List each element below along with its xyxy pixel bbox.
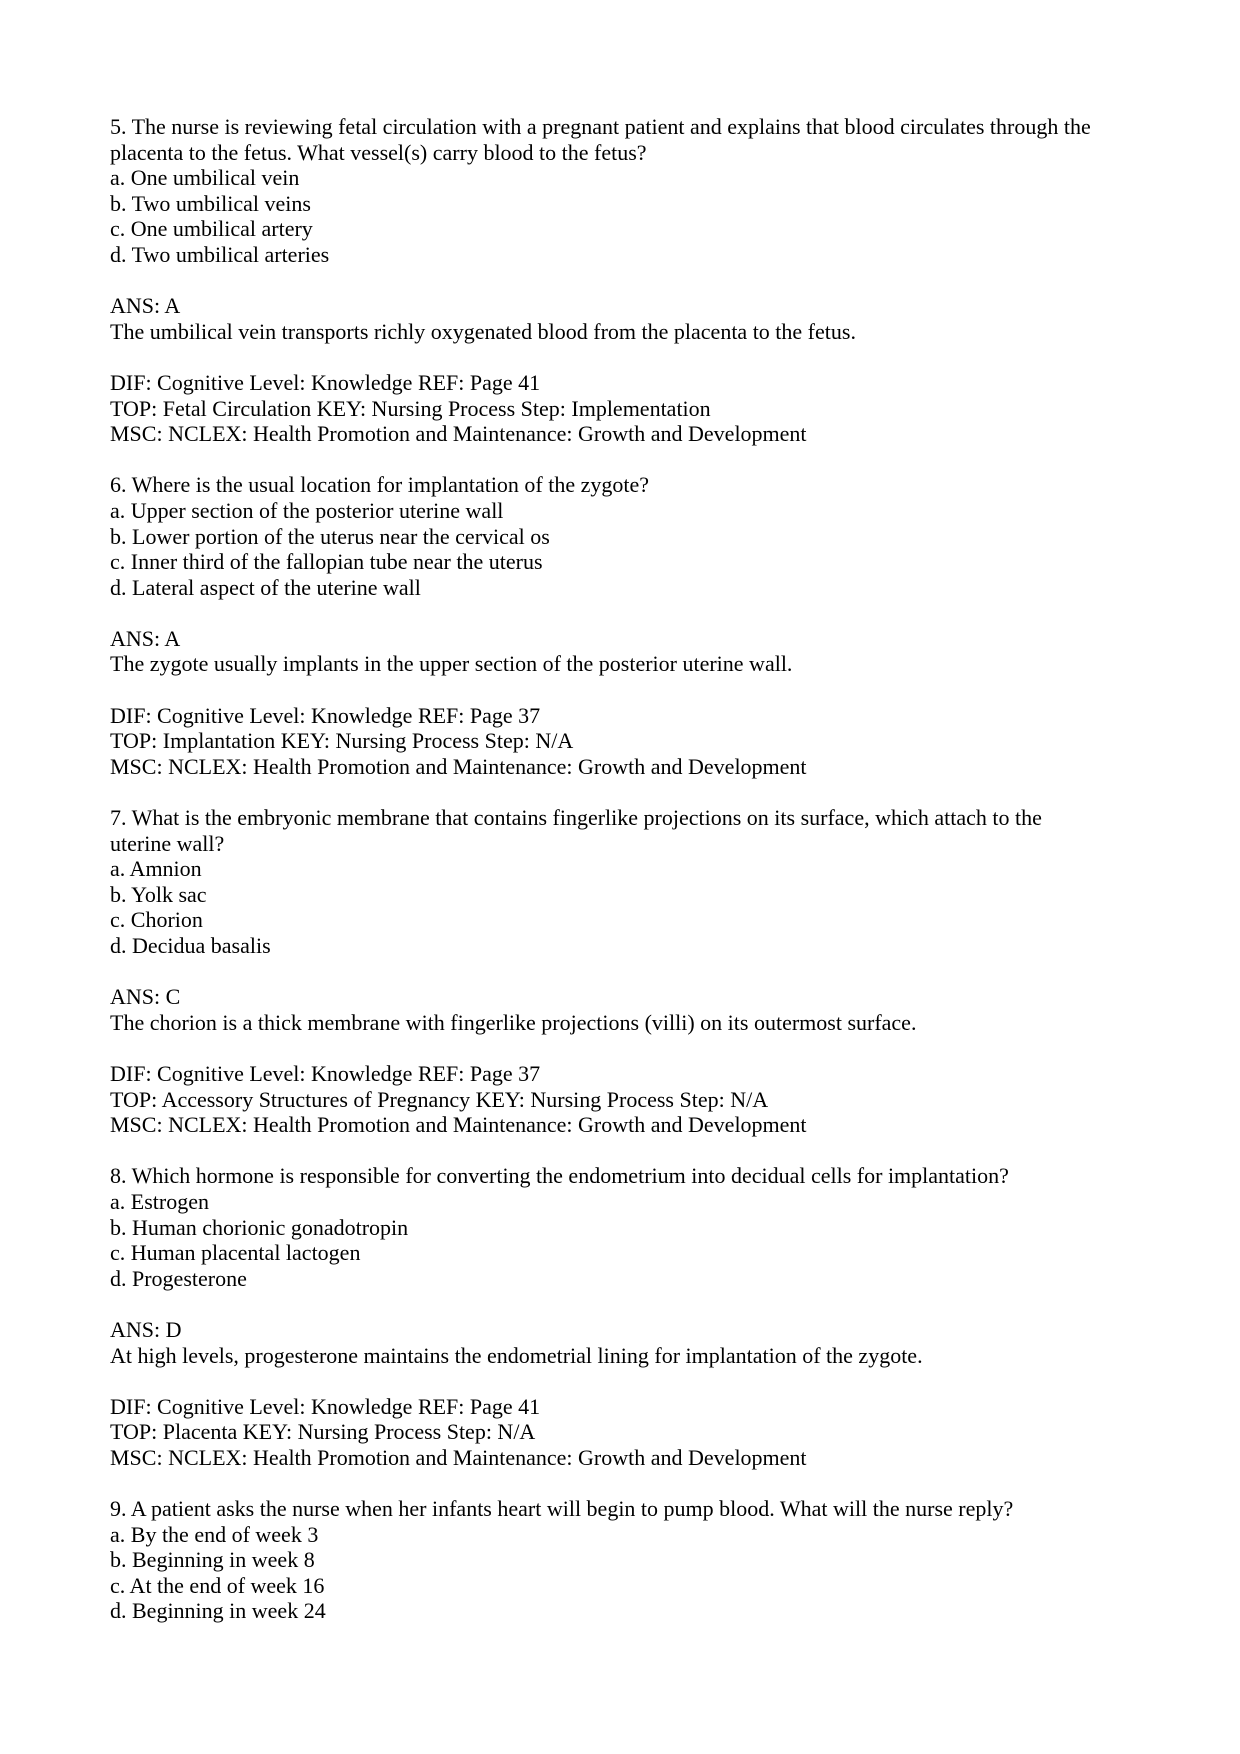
question-block-6 <box>110 472 1240 779</box>
meta-group <box>110 1061 1240 1138</box>
answer-group <box>110 1317 1240 1368</box>
answer-option-a: a. One umbilical vein <box>110 165 300 191</box>
meta-top-line: TOP: Fetal Circulation KEY: Nursing Process Step: Implementation <box>110 395 711 421</box>
answer-line: ANS: A <box>110 293 181 319</box>
meta-top-line: TOP: Placenta KEY: Nursing Process Step: N/A <box>110 1419 536 1445</box>
rationale-line: The chorion is a thick membrane with fingerlike projections (villi) on its outermost surface. <box>110 1009 917 1035</box>
answer-option-c: c. At the end of week 16 <box>110 1572 325 1598</box>
answer-option-d: d. Decidua basalis <box>110 933 271 958</box>
rationale-line: The umbilical vein transports richly oxygenated blood from the placenta to the fetus. <box>110 318 856 344</box>
question-text-line: placenta to the fetus. What vessel(s) carry blood to the fetus? <box>110 139 647 165</box>
answer-option-c: c. Inner third of the fallopian tube near the uterus <box>110 549 543 575</box>
answer-option-b: b. Beginning in week 8 <box>110 1547 315 1573</box>
answer-line: ANS: D <box>110 1316 182 1342</box>
answer-option-a: a. Estrogen <box>110 1188 209 1214</box>
meta-group <box>110 370 1240 447</box>
meta-msc-line: MSC: NCLEX: Health Promotion and Maintenance: Growth and Development <box>110 753 807 779</box>
meta-msc-line: MSC: NCLEX: Health Promotion and Maintenance: Growth and Development <box>110 421 807 447</box>
answer-option-d: d. Two umbilical arteries <box>110 241 330 267</box>
answer-option-c: c. Human placental lactogen <box>110 1240 361 1266</box>
answer-option-a: a. Amnion <box>110 856 202 882</box>
answer-line: ANS: A <box>110 625 181 651</box>
answer-option-b: b. Two umbilical veins <box>110 190 311 216</box>
rationale-line: At high levels, progesterone maintains the endometrial lining for implantation of the zygote. <box>110 1342 923 1368</box>
question-text-line: uterine wall? <box>110 830 225 856</box>
answer-group <box>110 984 1240 1035</box>
meta-dif-line: DIF: Cognitive Level: Knowledge REF: Page 37 <box>110 1060 541 1086</box>
answer-option-d: d. Lateral aspect of the uterine wall <box>110 574 421 600</box>
question-block-7 <box>110 805 1240 1138</box>
question-text-line: 6. Where is the usual location for implantation of the zygote? <box>110 472 650 498</box>
question-block-8 <box>110 1163 1240 1470</box>
answer-option-a: a. Upper section of the posterior uterine wall <box>110 497 504 523</box>
question-text-line: 7. What is the embryonic membrane that contains fingerlike projections on its surface, which attach to the <box>110 805 1042 831</box>
meta-dif-line: DIF: Cognitive Level: Knowledge REF: Page 41 <box>110 1393 541 1419</box>
meta-group <box>110 703 1240 780</box>
meta-group <box>110 1394 1240 1471</box>
answer-option-d: d. Beginning in week 24 <box>110 1598 326 1624</box>
answer-option-b: b. Human chorionic gonadotropin <box>110 1214 409 1240</box>
meta-top-line: TOP: Accessory Structures of Pregnancy KEY: Nursing Process Step: N/A <box>110 1086 769 1112</box>
question-text-line: 5. The nurse is reviewing fetal circulation with a pregnant patient and explains that blood circulates through the <box>110 114 1091 139</box>
answer-option-b: b. Lower portion of the uterus near the cervical os <box>110 523 550 549</box>
meta-top-line: TOP: Implantation KEY: Nursing Process Step: N/A <box>110 728 574 754</box>
meta-dif-line: DIF: Cognitive Level: Knowledge REF: Page 37 <box>110 702 541 728</box>
answer-line: ANS: C <box>110 984 181 1010</box>
answer-option-c: c. Chorion <box>110 907 203 933</box>
meta-msc-line: MSC: NCLEX: Health Promotion and Maintenance: Growth and Development <box>110 1112 807 1138</box>
question-text-line: 9. A patient asks the nurse when her infants heart will begin to pump blood. What will the nurse reply? <box>110 1496 1014 1522</box>
meta-dif-line: DIF: Cognitive Level: Knowledge REF: Page 41 <box>110 369 541 395</box>
answer-option-d: d. Progesterone <box>110 1265 247 1291</box>
answer-group <box>110 626 1240 677</box>
answer-group <box>110 293 1240 344</box>
answer-option-a: a. By the end of week 3 <box>110 1521 319 1547</box>
rationale-line: The zygote usually implants in the upper section of the posterior uterine wall. <box>110 651 793 677</box>
meta-msc-line: MSC: NCLEX: Health Promotion and Maintenance: Growth and Development <box>110 1444 807 1470</box>
answer-option-c: c. One umbilical artery <box>110 216 313 242</box>
question-block-9 <box>110 1496 1240 1624</box>
answer-option-b: b. Yolk sac <box>110 881 207 907</box>
question-text-line: 8. Which hormone is responsible for converting the endometrium into decidual cells for implantation? <box>110 1163 1009 1189</box>
question-block-5 <box>110 114 1240 447</box>
